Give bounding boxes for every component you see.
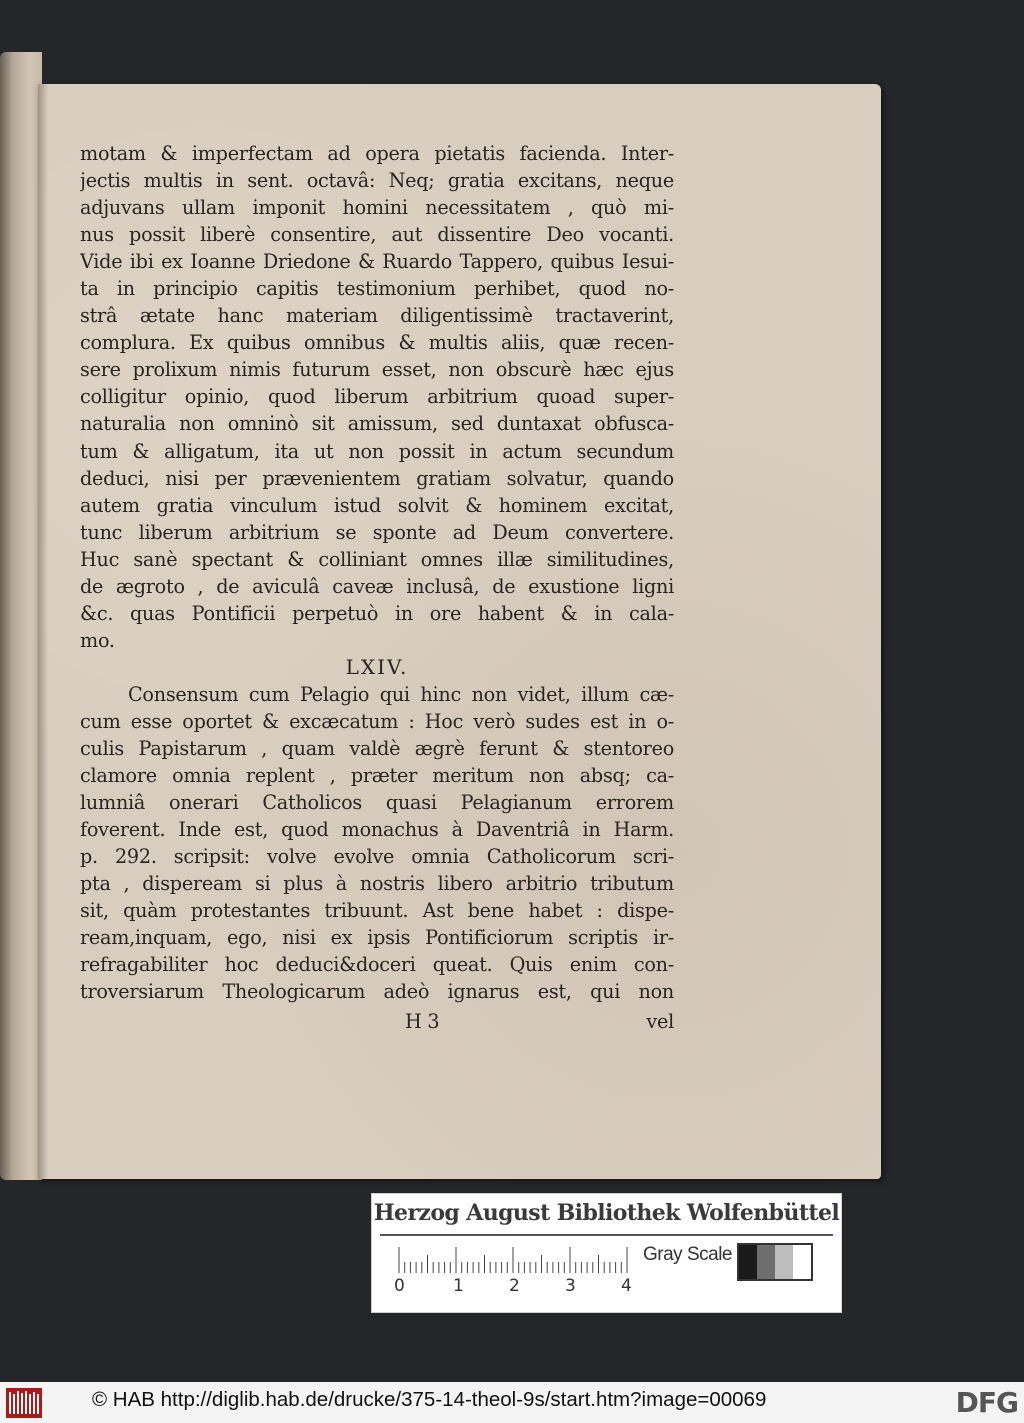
page-footer-line [80,1008,674,1035]
text-line: complura. Ex quibus omnibus & multis aliis, quæ recen- [80,331,674,355]
gray-patch [739,1245,757,1279]
text-line: adjuvans ullam imponit homini necessitatem , quò mi- [80,196,674,220]
text-line: deduci, nisi per prævenientem gratiam solvatur, quando [80,466,674,490]
library-name: Herzog August Bibliothek Wolfenbüttel [373,1200,840,1226]
catchword: vel [646,1009,674,1033]
text-line: naturalia non omninò sit amissum, sed duntaxat obfusca- [80,412,674,436]
page-text [80,140,674,1035]
text-line: de ægroto , de aviculâ caveæ inclusâ, de exustione ligni [80,574,674,598]
text-line: clamore omnia replent , præter meritum non absq; ca- [80,764,674,788]
dfg-logo: DFG [955,1386,1018,1419]
text-line: jectis multis in sent. octavâ: Neq; gratia excitans, neque [80,169,674,193]
text-line: ream,inquam, ego, nisi ex ipsis Pontificiorum scriptis ir- [80,926,674,950]
text-line: nus possit liberè consentire, aut dissentire Deo vocanti. [80,223,674,247]
text-line: p. 292. scripsit: volve evolve omnia Catholicorum scri- [80,845,674,869]
left-page-edge [0,52,42,1180]
ruler-number: 0 [394,1276,405,1296]
text-line: pta , dispeream si plus à nostris libero arbitrio tributum [80,872,674,896]
text-line: cum esse oportet & excæcatum : Hoc verò sudes est in o- [80,709,674,733]
card-divider [380,1234,833,1236]
permalink-text[interactable]: © HAB http://diglib.hab.de/drucke/375-14-theol-9s/start.htm?image=00069 [92,1388,767,1411]
text-line: refragabiliter hoc deduci&doceri queat. Quis enim con- [80,953,674,977]
hab-logo-icon [6,1388,42,1418]
signature-mark: H 3 [405,1009,440,1033]
text-line: Vide ibi ex Ioanne Driedone & Ruardo Tappero, quibus Iesui- [80,250,674,274]
text-line: &c. quas Pontificii perpetuò in ore habent & in cala- [80,601,674,625]
ruler-number: 1 [453,1276,464,1296]
text-line: lumniâ onerari Catholicos quasi Pelagianum errorem [80,791,674,815]
gray-patch [757,1245,775,1279]
page-gutter-shadow [38,84,48,1179]
text-line: motam & imperfectam ad opera pietatis facienda. Inter- [80,142,674,165]
gray-patch [793,1245,811,1279]
footer-bar [0,1382,1024,1423]
section-heading: LXIV. [345,654,409,679]
ruler-scale [398,1246,632,1274]
ruler-number: 4 [621,1276,632,1296]
text-line: Consensum cum Pelagio qui hinc non videt, illum cæ- [128,682,674,706]
text-line: sit, quàm protestantes tribuunt. Ast bene habet : dispe- [80,899,674,923]
ruler-numbers [392,1276,642,1298]
gray-scale-patches [737,1243,813,1281]
text-line: ta in principio capitis testimonium perhibet, quod no- [80,277,674,301]
text-line: mo. [80,628,115,652]
text-line: tum & alligatum, ita ut non possit in actum secundum [80,439,674,463]
text-line: strâ ætate hanc materiam diligentissimè tractaverint, [80,304,674,328]
text-line: colligitur opinio, quod liberum arbitrium quoad super- [80,385,674,409]
color-checker-card [371,1193,842,1313]
text-line: troversiarum Theologicarum adeò ignarus est, qui non [80,980,674,1004]
text-line: Huc sanè spectant & colliniant omnes illæ similitudines, [80,547,674,571]
text-line: foverent. Inde est, quod monachus à Daventriâ in Harm. [80,818,674,842]
ruler-number: 3 [565,1276,576,1296]
gray-scale-label: Gray Scale [643,1244,732,1265]
text-line: tunc liberum arbitrium se sponte ad Deum convertere. [80,520,674,544]
text-line: autem gratia vinculum istud solvit & hominem excitat, [80,493,674,517]
gray-patch [775,1245,793,1279]
text-line: culis Papistarum , quam valdè ægrè ferunt & stentoreo [80,737,674,761]
ruler-number: 2 [509,1276,520,1296]
text-line: sere prolixum nimis futurum esset, non obscurè hæc ejus [80,358,674,382]
